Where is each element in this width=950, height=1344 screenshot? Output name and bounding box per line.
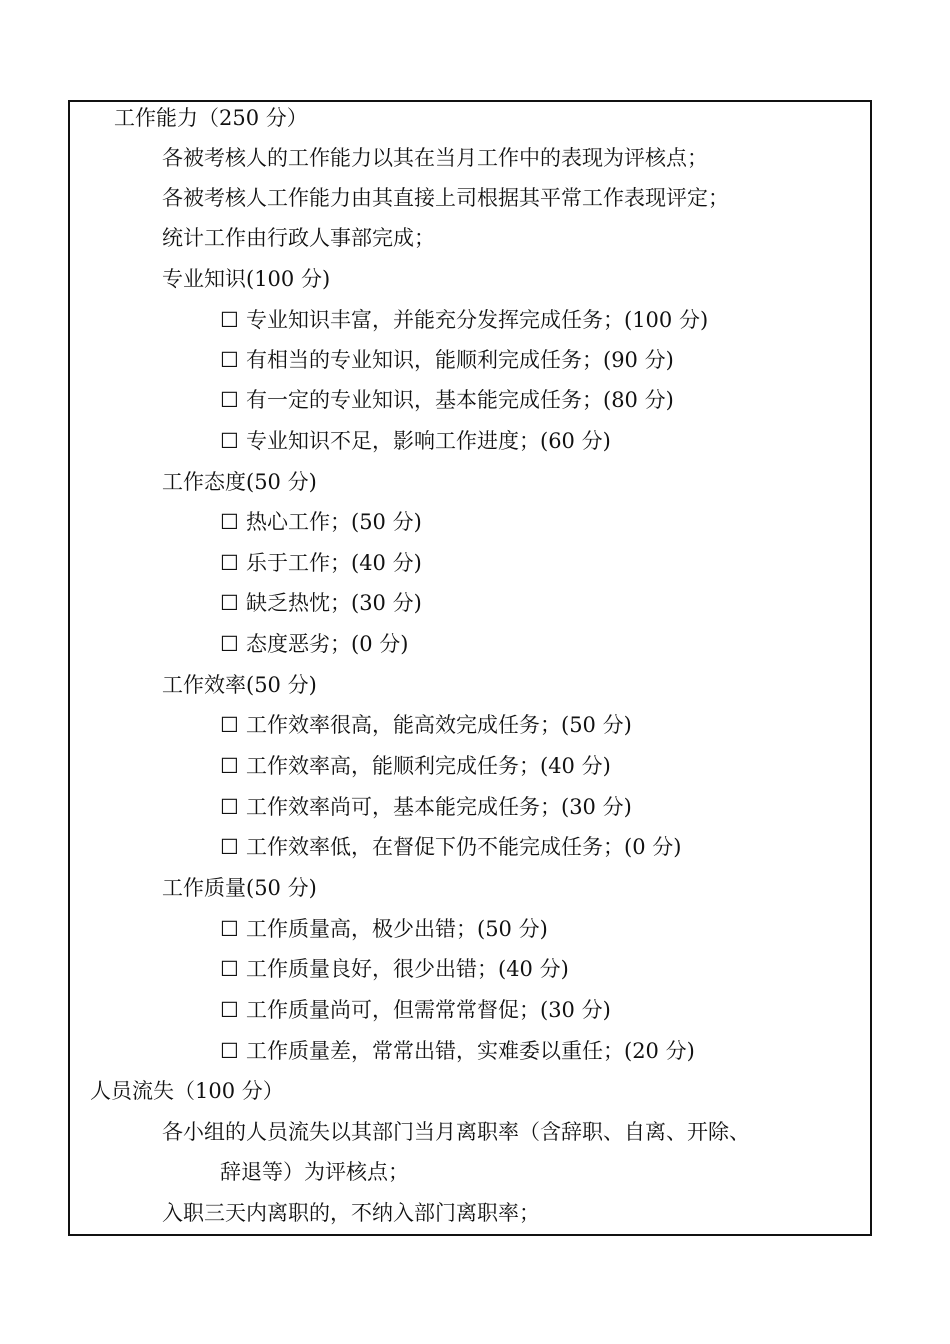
option-label: 工作质量良好，很少出错；(40 分) xyxy=(246,957,569,981)
subsection-title-efficiency: 工作效率(50 分) xyxy=(162,673,317,697)
checkbox[interactable]: ☐ xyxy=(220,388,239,412)
note-line: 入职三天内离职的，不纳入部门离职率； xyxy=(162,1201,540,1225)
option-item xyxy=(220,746,611,786)
checkbox[interactable]: ☐ xyxy=(220,551,239,575)
option-label: 专业知识丰富，并能充分发挥完成任务；(100 分) xyxy=(246,308,709,332)
option-label: 乐于工作；(40 分) xyxy=(246,551,422,575)
option-item xyxy=(220,827,681,867)
checkbox[interactable]: ☐ xyxy=(220,429,239,453)
note-line: 统计工作由行政人事部完成； xyxy=(162,226,435,250)
option-item xyxy=(220,502,422,542)
option-label: 工作质量高，极少出错；(50 分) xyxy=(246,917,548,941)
section-title-work-ability: 工作能力（250 分） xyxy=(114,106,308,130)
option-label: 工作效率很高，能高效完成任务；(50 分) xyxy=(246,713,632,737)
subsection-title-quality: 工作质量(50 分) xyxy=(162,876,317,900)
note-line: 各被考核人的工作能力以其在当月工作中的表现为评核点； xyxy=(162,146,708,170)
subsection-title-attitude: 工作态度(50 分) xyxy=(162,470,317,494)
checkbox[interactable]: ☐ xyxy=(220,795,239,819)
note-line: 各小组的人员流失以其部门当月离职率（含辞职、自离、开除、 xyxy=(162,1120,750,1144)
checkbox[interactable]: ☐ xyxy=(220,632,239,656)
section-title-staff-loss: 人员流失（100 分） xyxy=(90,1079,284,1103)
checkbox[interactable]: ☐ xyxy=(220,1039,239,1063)
option-label: 热心工作；(50 分) xyxy=(246,510,422,534)
note-line-continued: 辞退等）为评核点； xyxy=(220,1160,409,1184)
option-label: 工作效率尚可，基本能完成任务；(30 分) xyxy=(246,795,632,819)
option-item xyxy=(220,300,708,340)
note-line: 各被考核人工作能力由其直接上司根据其平常工作表现评定； xyxy=(162,186,729,210)
option-item xyxy=(220,909,548,949)
option-item xyxy=(220,1031,695,1071)
option-item xyxy=(220,990,611,1030)
option-label: 专业知识不足，影响工作进度；(60 分) xyxy=(246,429,611,453)
checkbox[interactable]: ☐ xyxy=(220,917,239,941)
option-item xyxy=(220,543,422,583)
option-label: 有相当的专业知识，能顺利完成任务；(90 分) xyxy=(246,348,674,372)
option-item xyxy=(220,583,422,623)
checkbox[interactable]: ☐ xyxy=(220,510,239,534)
option-label: 有一定的专业知识，基本能完成任务；(80 分) xyxy=(246,388,674,412)
checkbox[interactable]: ☐ xyxy=(220,713,239,737)
document-frame xyxy=(68,100,872,1236)
option-item xyxy=(220,787,632,827)
checkbox[interactable]: ☐ xyxy=(220,957,239,981)
checkbox[interactable]: ☐ xyxy=(220,308,239,332)
option-item xyxy=(220,705,632,745)
checkbox[interactable]: ☐ xyxy=(220,348,239,372)
option-label: 缺乏热忱；(30 分) xyxy=(246,591,422,615)
checkbox[interactable]: ☐ xyxy=(220,754,239,778)
option-label: 态度恶劣；(0 分) xyxy=(246,632,409,656)
checkbox[interactable]: ☐ xyxy=(220,835,239,859)
option-label: 工作效率高，能顺利完成任务；(40 分) xyxy=(246,754,611,778)
option-item xyxy=(220,624,408,664)
option-item xyxy=(220,949,569,989)
checkbox[interactable]: ☐ xyxy=(220,998,239,1022)
option-label: 工作效率低，在督促下仍不能完成任务；(0 分) xyxy=(246,835,682,859)
option-label: 工作质量差，常常出错，实难委以重任；(20 分) xyxy=(246,1039,695,1063)
checkbox[interactable]: ☐ xyxy=(220,591,239,615)
option-item xyxy=(220,421,611,461)
option-item xyxy=(220,380,674,420)
subsection-title-knowledge: 专业知识(100 分) xyxy=(162,267,331,291)
option-label: 工作质量尚可，但需常常督促；(30 分) xyxy=(246,998,611,1022)
option-item xyxy=(220,340,674,380)
